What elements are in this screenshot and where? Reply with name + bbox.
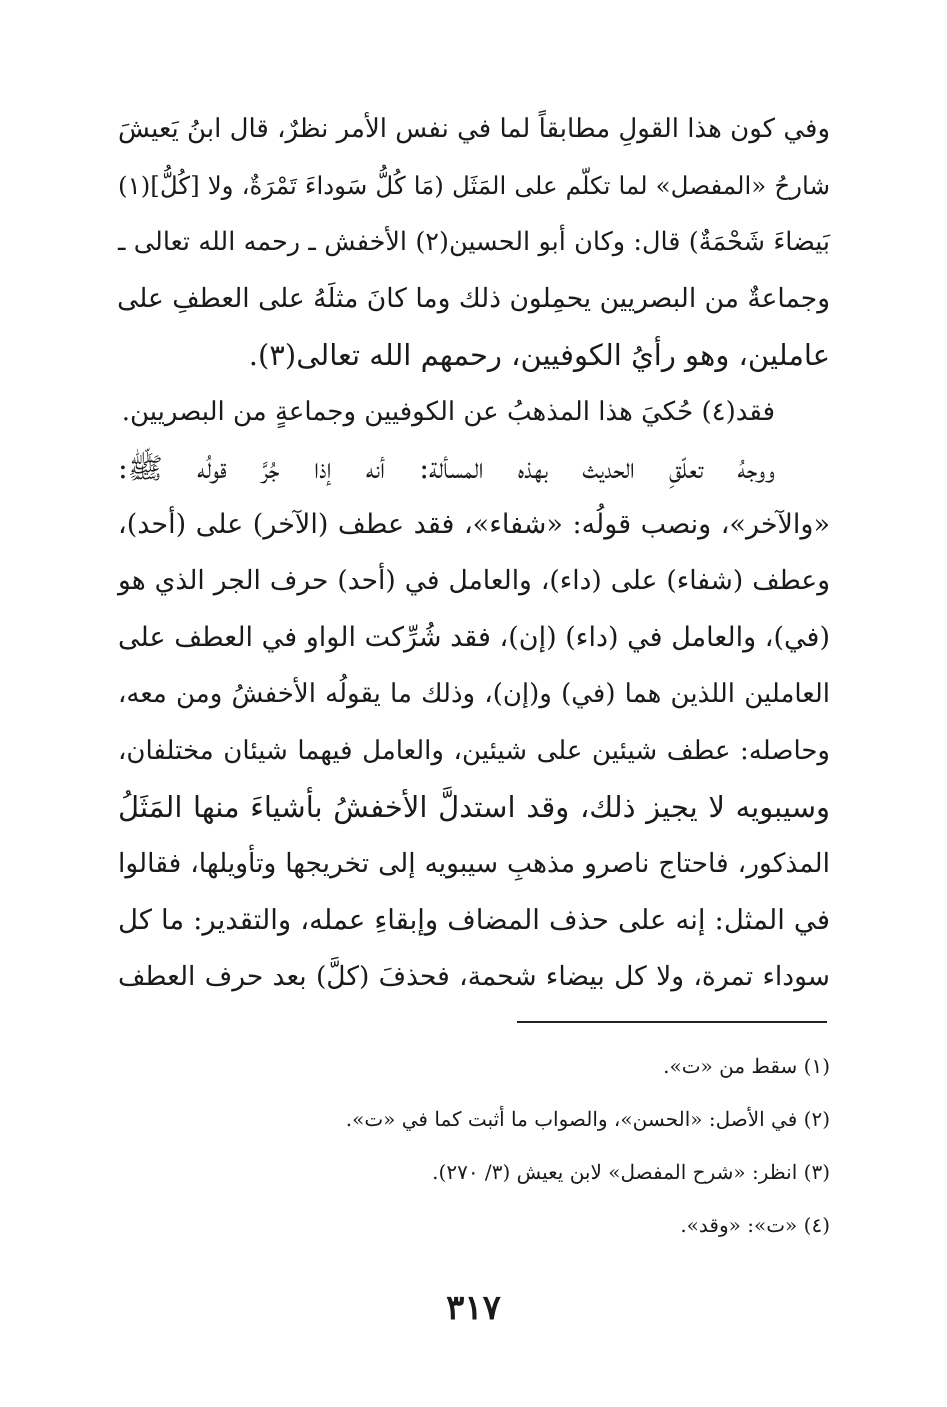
text-line: عاملين، وهو رأيُ الكوفيين، رحمهم الله تعالى(٣). — [248, 338, 830, 372]
text-line: ووجهُ تعلّقِ الحديث بهذه المسألة: أنه إذا جُرَّ قولُه ﷺ: — [118, 451, 775, 485]
text-line: سوداء تمرة، ولا كل بيضاء شحمة، فحذفَ (كلَّ) بعد حرف العطف — [118, 960, 830, 992]
text-line: وفي كون هذا القولِ مطابقاً لما في نفس الأمر نظرٌ، قال ابنُ يَعيشَ — [118, 114, 830, 144]
text-line: وسيبويه لا يجيز ذلك، وقد استدلَّ الأخفشُ بأشياءَ منها المَثَلُ — [118, 790, 830, 824]
footnote-divider — [517, 1021, 827, 1023]
text-line: المذكور، فاحتاج ناصرو مذهبِ سيبويه إلى تخريجها وتأويلها، فقالوا — [118, 847, 830, 879]
text-line: وجماعةٌ من البصريين يحمِلون ذلك وما كانَ مثلَهُ على العطفِ على — [117, 282, 830, 314]
text-line: (في)، والعامل في (داء) (إن)، فقد شُرِّكت الواو في العطف على — [118, 621, 830, 653]
text-line: شارحُ «المفصل» لما تكلّم على المَثَل (مَا كُلُّ سَوداءَ تَمْرَةٌ، ولا [كُلُّ](١) — [118, 170, 830, 200]
text-line: وحاصله: عطف شيئين على شيئين، والعامل فيهما شيئان مختلفان، — [118, 735, 830, 766]
footnote: (٣) انظر: «شرح المفصل» لابن يعيش (٣/ ٢٧٠). — [432, 1160, 830, 1184]
footnotes-block — [118, 1040, 830, 1252]
text-line: في المثل: إنه على حذف المضاف وإبقاءِ عمله، والتقدير: ما كل — [118, 904, 830, 936]
text-line: «والآخر»، ونصب قولُه: «شفاء»، فقد عطف (الآخر) على (أحد)، — [118, 508, 830, 540]
main-text-block — [118, 101, 830, 1005]
footnote: (٢) في الأصل: «الحسن»، والصواب ما أثبت كما في «ت». — [345, 1107, 830, 1131]
page-number: ٣١٧ — [446, 1288, 501, 1328]
footnote: (١) سقط من «ت». — [663, 1054, 830, 1078]
text-line: بَيضاءَ شَحْمَةٌ) قال: وكان أبو الحسين(٢) الأخفش ـ رحمه الله تعالى ـ — [118, 227, 830, 257]
text-line: فقد(٤) حُكيَ هذا المذهبُ عن الكوفيين وجماعةٍ من البصريين. — [121, 396, 775, 427]
text-line: العاملين اللذين هما (في) و(إن)، وذلك ما يقولُه الأخفشُ ومن معه، — [118, 679, 830, 709]
text-line: وعطف (شفاء) على (داء)، والعامل في (أحد) حرف الجر الذي هو — [118, 565, 830, 596]
footnote: (٤) «ت»: «وقد». — [680, 1213, 830, 1237]
